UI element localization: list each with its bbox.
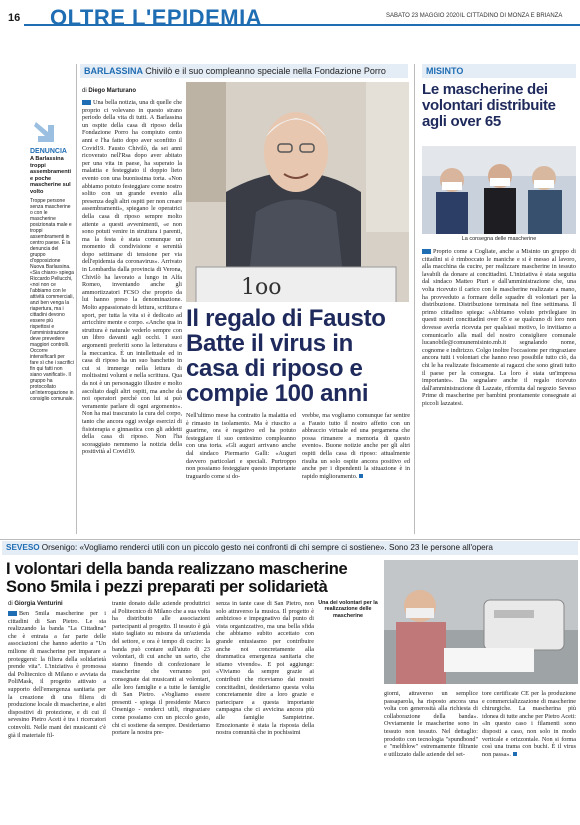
bottom-headline-2: Sono 5mila i pezzi preparati per solidarietà <box>6 578 328 596</box>
bottom-location: SEVESO <box>6 543 40 552</box>
end-square-icon <box>359 474 363 478</box>
main-kicker-text: Chivilò e il suo compleanno speciale nella Fondazione Porro <box>145 66 386 76</box>
main-column-3: vrebbe, ma vogliamo comunque far sentire a Fausto tutto il nostro affetto con un abbraccio virtuale ed una pergamena che possa rimanere a memoria di questo evento». Buone notizie anche per gli altri ospiti della casa di riposo: attualmente risulta un solo ospite ancora positivo ed anche per i dipendenti la situazione è in rapido miglioramento. <box>302 412 410 480</box>
down-right-arrow-icon <box>34 118 56 144</box>
volunteers-illustration <box>422 146 576 234</box>
bottom-byline: di Giorgia Venturini <box>8 601 63 607</box>
main-location: BARLASSINA <box>84 66 144 76</box>
page-number: 16 <box>8 12 21 24</box>
end-square-icon <box>513 752 517 756</box>
section-word-1: OLTRE <box>50 5 126 30</box>
bottom-column-1: Ben 5mila mascherine per i cittadini di San Pietro. Le sta realizzando la banda "La Cittadina" che è entrata a far parte delle associazioni che hanno aderito a "Un milione di mascherine per imparare a proteggersi: la filiera della solidarietà prende vita". L'iniziativa è promossa dal Politecnico di Milano e avviata da PoliMask, il progetto attivato a supporto dell'emergenza sanitaria per la creazione di una filiera di produzione locale di mascherine, e altri dispositivi di protezione, e di cui il sevesino Pietro Aceti è tra i ricercatori coinvolti. Nelle mani dei musicanti c'è già il materiale fil- <box>8 610 106 739</box>
centenarian-photo <box>186 82 409 302</box>
main-right-divider <box>414 64 415 534</box>
bottom-photo-caption: Una dei volontari per la realizzazione delle mascherine <box>318 600 378 619</box>
sidebar-label: DENUNCIA <box>30 148 67 155</box>
bottom-column-2: trante donato dalle aziende produttrici al Politecnico di Milano che a sua volta ha distribuito alle associazioni partecipanti al progetto. Il tessuto è già stato tagliato su misura da un'azienda del settore, e ora è tempo di cucire: la banda può contare sull'aiuto di 23 volontari, di cui anche un sarto, che stanno finendo di confezionare le mascherine che verranno poi consegnate dai musicanti ai volontari, alle loro famiglie e a tutte le famiglie di San Pietro. «Vogliamo essere presenti - spiega il presidente Marco Orsenigo - renderci utili, ringraziare come possiamo con un piccolo gesto, chi ci sostiene da sempre. Desideriamo portare la nostra pre- <box>112 600 210 737</box>
sidebar-headline: A Barlassina troppi assembramenti e poche mascherine sul volto <box>30 156 72 195</box>
svg-text:1oo: 1oo <box>241 275 282 300</box>
section-word-2: L'EPIDEMIA <box>132 5 263 30</box>
main-kicker <box>80 64 408 78</box>
right-body: Proprio come a Cogliate, anche a Misinto un gruppo di cittadini si è rimboccato le maniche e si è messo al lavoro, alla macchina da cucire, per realizzare mascherine in tessuto lavabili da donare ai concittadini. L'iniziativa è stata seguita dal sindaco Matteo Piuri e dall'amministrazione che, una volta ricevuto il carico con le mascherine realizzate a mano, ha provveduto a formare delle squadre di volontari per la distribuzione. Distribuzione terminata nel fine settimana. Il primo cittadino spiega: «Abbiamo voluto privilegiare in questi nostri concittadini over 65 e se qualcuno di loro non dovesse averla ricevuta per qualsiasi motivo, lo invitiamo a comunicarlo alla mail del nostro consigliere comunale lucanobile@comunemisinto.mb.it segnalando nome, cognome e indirizzo. Colgo inoltre l'occasione per ringraziare ancora tutti i volontari che hanno reso possibile tutto ciò, da chi le ha realizzate fisicamente ai ragazzi che sono girati tutto il paese per la consegna. La loro è stata un'impresa importante». Da segnalare anche il regalo ricevuto dall'amministrazione di Lazzate, rifornita dal negozio Seveso Prime di mascherine per bambini prontamente consegnate ai piccoli lazzatesi. <box>422 248 576 407</box>
bottom-kicker <box>2 541 578 555</box>
sewing-illustration <box>384 560 578 684</box>
masthead-date: SABATO 23 MAGGIO 2020 <box>386 13 460 19</box>
volunteers-photo <box>422 146 576 234</box>
right-photo-caption: La consegna delle mascherine <box>461 236 537 242</box>
main-column-2: Nell'ultimo mese ha contratto la malattia ed è rimasto in isolamento. Ma è riuscito a guarirne, ora è negativo ed ha potuto festeggiare il suo centesimo compleanno con una torta. «Gli auguri arrivano anche dal sindaco Piermario Galli: «Auguri davvero particolari e speciali. Purtroppo non possiamo festeggiare questo importante traguardo come si do- <box>186 412 296 480</box>
bottom-headline-1: I volontari della banda realizzano mascherine <box>6 560 348 578</box>
bottom-column-3: senza in tante case di San Pietro, non solo attraverso la musica. Il progetto è ambizioso e impegnativo dal punto di vista organizzativo, ma una bella sfida che abbiamo subito accettato con grande entusiasmo per contribuire anche noi concretamente alla drammatica emergenza sanitaria che stiamo vivendo». E poi aggiunge: «Viviamo da sempre grazie ai contributi che riceviamo dai nostri concittadini, desideriamo questa volta concretamente dire a loro grazie e partecipare a questa importante campagna che ci avvicina ancora più alle famiglie Sampietrine. Emozionante è stata la risposta della nostra comunità che in pochissimi <box>216 600 314 737</box>
sidebar <box>30 118 74 402</box>
bottom-top-rule <box>0 539 580 540</box>
square-bullet-icon <box>8 611 17 616</box>
section-title <box>50 6 262 30</box>
right-headline: Le mascherine dei volontari distribuite agli over 65 <box>422 81 556 130</box>
sewing-photo <box>384 560 578 684</box>
bottom-column-4: giorni, attraverso un semplice passaparola, ha risposto ancora una volta con generosità alla richiesta di collaborazione della banda». Ovviamente le mascherine sono in tessuto non tessuto. Nel dettaglio: prodotto con tecnologia "spundbond" e "meltblow" estremamente filtrante e utilizzato dalle aziende del set- <box>384 690 478 758</box>
right-location: MISINTO <box>422 64 576 78</box>
main-column-1: Una bella notizia, una di quelle che proprio ci volevano in questo strano periodo della vita di tutti. A Barlassina un ospite della casa di riposo della Fondazione Porro ha compiuto cento anni e l'ha fatto dopo aver sconfitto il Covid19. Fausto Chivilò, da sei anni ricoverato nell'Rsa dopo aver abitato per una vita in paese, ha superato la malattia e festeggiato il doppio lieto evento con una buonissima torta. «Non abbiamo potuto festeggiare come nostro solito con un grande evento alla presenza degli altri ospiti per non creare assembramenti», spiegano le operatrici della casa di riposo sempre molto attente a questi avvenimenti, «e non sono potuti venire in struttura i parenti, ma la festa è stata comunque un momento di condivisione e serenità dopo settimane di tensione per via dell'epidemia da coronavirus». Arrivato in Lombardia dalla provincia di Verona, Chivilò ha lavorato a lungo in Alfa Romeo, inventando anche gli ammortizzatori FCSO che proprio da lui hanno preso la denominazione. Molto appassionato di lettura, scrittura e sport, per tutta la vita si è dedicato ad arricchire mente e corpo. «Anche qua in struttura è naturale vederlo sempre con un libro davanti agli occhi. I suoi argomenti preferiti sono la letteratura e la meccanica. È un intellettuale ed in casa di riposo ha un suo banchetto in cui si immerge nella lettura di moltissimi volumi e nella scrittura. Qua da noi è un personaggio illustre e molto ascoltato dagli altri ospiti, ma anche da noi operatori perché con lui si può veramente parlare di ogni argomento». Non ha mai trascurato la cura del corpo, tanto che ancora oggi svolge esercizi di fisioterapia e ginnastica con gli addetti della casa di riposo. Non l'ha scoraggiato nemmeno la notizia della positività al Covid19. <box>82 99 182 456</box>
bottom-column-5: tore certificate CE per la produzione e commercializzazione di mascherine chirurgiche. La mascherina più idonea di tutte anche per Pietro Aceti: «In questo caso i filamenti sono disposti a caso, non solo in modo verticale e orizzontale. Non si forma così una trama con buchi. È il virus non passa». <box>482 690 576 758</box>
masthead-publication: IL CITTADINO DI MONZA E BRIANZA <box>460 13 563 19</box>
sidebar-body: Troppe persone senza mascherine o con le mascherine posizionata male e troppi assembramenti in centro paese. È la denuncia del gruppo d'opposizione Nuova Barlassina. «Sia chiaro» spiega Riccardo Pellucchi, «noi non ce l'abbiamo con le attività commerciali, anzi ben venga la riapertura, ma i cittadini devono essere più rispettosi e l'amministrazione deve prevedere maggiori controlli. Occorre intensificarli per fare sì che i sacrifici fin qui fatti non siano vanificati». Il gruppo ha protocollato un'interrogazione in consiglio comunale. <box>30 197 74 402</box>
photo-illustration <box>186 82 409 302</box>
main-headline: Il regalo di Fausto Batte il virus in casa di riposo e compie 100 anni <box>186 305 386 407</box>
main-byline: di Diego Marturano <box>82 88 137 94</box>
square-bullet-icon <box>82 100 91 105</box>
bottom-kicker-text: Orsenigo: «Vogliamo renderci utili con un piccolo gesto nei confronti di chi sempre ci sostiene». Sono 23 le persone all'opera <box>41 543 493 552</box>
sidebar-divider <box>76 64 77 534</box>
square-bullet-icon <box>422 249 431 254</box>
